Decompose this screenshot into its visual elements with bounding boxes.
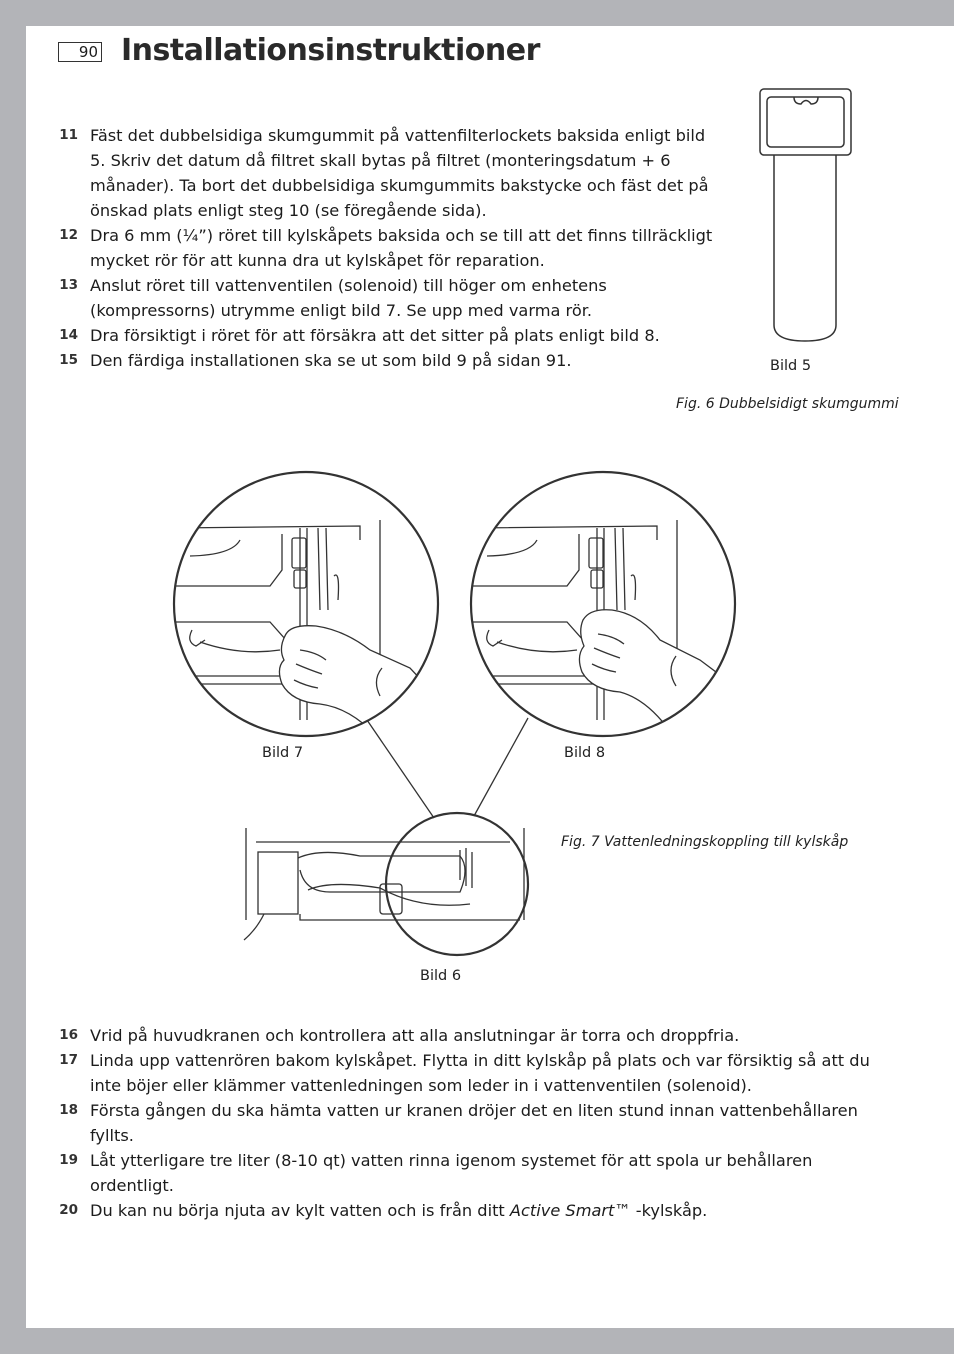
step-text: Du kan nu börja njuta av kylt vatten och is från ditt: [90, 1201, 510, 1220]
step-text: Vrid på huvudkranen och kontrollera att alla anslutningar är torra och droppfria.: [90, 1026, 740, 1045]
bild-8-label: Bild 8: [564, 745, 606, 761]
step-text: Anslut röret till vattenventilen (solenoid) till höger om enhetens (kompressorns) utrymme enligt bild 7. Se upp med varma rör.: [90, 276, 607, 320]
steps-list-bottom: [58, 1023, 888, 1223]
step-17: [58, 1048, 888, 1098]
bild-5-label: Bild 5: [770, 358, 812, 374]
step-16: [58, 1023, 888, 1048]
step-20: [58, 1198, 888, 1223]
brand-name: Active Smart: [509, 1201, 615, 1220]
step-text: Dra 6 mm (¼”) röret till kylskåpets baksida och se till att det finns tillräckligt mycket rör för att kunna dra ut kylskåpet för reparation.: [90, 226, 713, 270]
page-title: Installationsinstruktioner: [121, 33, 540, 68]
figure-7-caption: Fig. 7 Vattenledningskoppling till kylskåp: [561, 834, 849, 850]
step-number: 11: [59, 127, 78, 143]
step-text: Fäst det dubbelsidiga skumgummit på vattenfilterlockets baksida enligt bild 5. Skriv det datum då filtret skall bytas på filtret (monteringsdatum + 6 månader). Ta bort det dubbelsidiga skumgummits bakstycke och fäst det på önskad plats enligt steg 10 (se föregående sida).: [90, 126, 709, 220]
step-text-end: ™ -kylskåp.: [614, 1201, 708, 1220]
step-number: 13: [59, 277, 78, 293]
step-text: Dra försiktigt i röret för att försäkra att det sitter på plats enligt bild 8.: [90, 326, 660, 345]
step-18: [58, 1098, 888, 1148]
step-number: 17: [59, 1052, 78, 1068]
step-number: 12: [59, 227, 78, 243]
step-19: [58, 1148, 888, 1198]
step-text: Låt ytterligare tre liter (8-10 qt) vatten rinna igenom systemet för att spola ur behållaren ordentligt.: [90, 1151, 813, 1195]
step-number: 14: [59, 327, 78, 343]
step-number: 18: [59, 1102, 78, 1118]
step-text: Den färdiga installationen ska se ut som bild 9 på sidan 91.: [90, 351, 572, 370]
figure-6-caption: Fig. 6 Dubbelsidigt skumgummi: [676, 396, 899, 412]
step-number: 19: [59, 1152, 78, 1168]
step-number: 20: [59, 1202, 78, 1218]
step-text: Linda upp vattenrören bakom kylskåpet. Flytta in ditt kylskåp på plats och var försiktig så att du inte böjer eller klämmer vattenledningen som leder in i vattenventilen (solenoid).: [90, 1051, 870, 1095]
step-number: 15: [59, 352, 78, 368]
bild-6-label: Bild 6: [420, 968, 462, 984]
bild-7-label: Bild 7: [262, 745, 304, 761]
step-number: 16: [59, 1027, 78, 1043]
step-text: Första gången du ska hämta vatten ur kranen dröjer det en liten stund innan vattenbehållaren fyllts.: [90, 1101, 858, 1145]
page-number: 90: [58, 42, 102, 62]
